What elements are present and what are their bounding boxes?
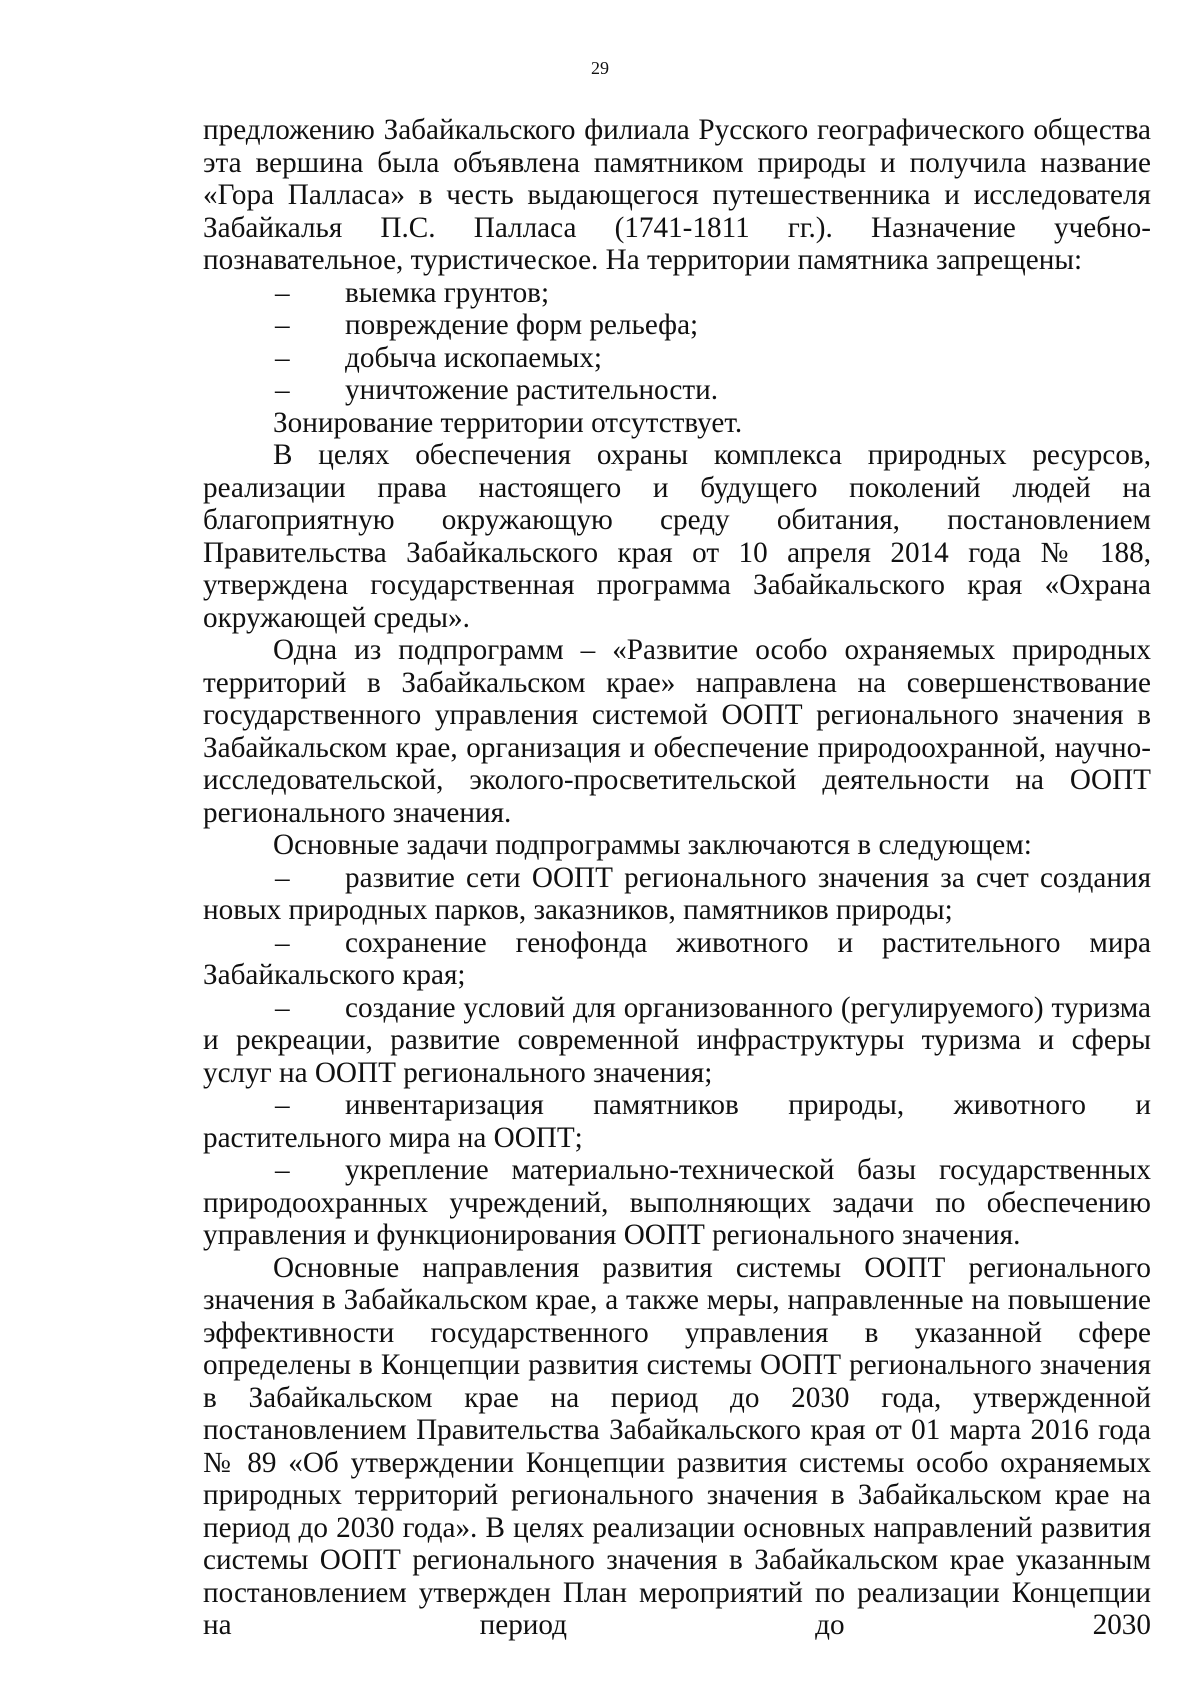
paragraph: Зонирование территории отсутствует. [273,406,743,439]
paragraph: Одна из подпрограмм – «Развитие особо охраняемых природных территорий в Забайкальском крае» направлена на совершенствование государственного управления системой ООПТ регионального значения в Забайкальском крае, организация и обеспечение природоохранной, научно-исследовательской, эколого-просветительской деятельности на ООПТ регионального значения. [203,634,1151,829]
dash-marker: – [275,276,290,309]
task-list-item [203,862,1151,927]
paragraph: В целях обеспечения охраны комплекса природных ресурсов, реализации права настоящего и будущего поколений людей на благоприятную окружающую среду обитания, постановлением Правительства Забайкальского края от 10 апреля 2014 года № 188, утверждена государственная программа Забайкальского края «Охрана окружающей среды». [203,439,1151,634]
dash-marker: – [275,1089,290,1121]
dash-marker: – [275,1154,290,1186]
task-list-item-text: укрепление материально-технической базы государственных природоохранных учреждений, выполняющих задачи по обеспечению управления и функционирования ООПТ регионального значения. [203,1154,1151,1251]
task-list-item [203,1154,1151,1252]
dash-marker: – [275,861,290,894]
task-list-item-text: создание условий для организованного (регулируемого) туризма и рекреации, развитие современной инфраструктуры туризма и сферы услуг на ООПТ регионального значения; [203,991,1151,1089]
list-item-text: уничтожение растительности. [345,374,719,406]
body-text [203,114,1151,1642]
dash-marker: – [275,341,290,374]
dash-marker: – [275,374,290,406]
task-list-item-text: инвентаризация памятников природы, животного и растительного мира на ООПТ; [203,1089,1151,1154]
paragraph: Основные задачи подпрограммы заключаются в следующем: [273,829,1032,861]
list-item [203,374,1151,407]
task-list-item [203,1089,1151,1154]
list-item-text: повреждение форм рельефа; [345,309,699,341]
dash-marker: – [275,309,290,341]
task-list-item-text: развитие сети ООПТ регионального значения за счет создания новых природных парков, заказников, памятников природы; [203,861,1151,926]
task-list-item-text: сохранение генофонда животного и растительного мира Забайкальского края; [203,926,1151,991]
list-item [203,309,1151,342]
dash-marker: – [275,926,290,959]
list-item [203,342,1151,375]
list-item [203,277,1151,310]
list-item-text: добыча ископаемых; [345,341,603,374]
dash-marker: – [275,991,290,1024]
page-number: 29 [591,58,609,78]
task-list-item [203,992,1151,1090]
list-item-text: выемка грунтов; [345,276,550,309]
task-list-item [203,927,1151,992]
paragraph: Основные направления развития системы ООПТ регионального значения в Забайкальском крае, а также меры, направленные на повышение эффективности государственного управления в указанной сфере определены в Концепции развития системы ООПТ регионального значения в Забайкальском крае на период до 2030 года, утвержденной постановлением Правительства Забайкальского края от 01 марта 2016 года № 89 «Об утверждении Концепции развития системы особо охраняемых природных территорий регионального значения в Забайкальском крае на период до 2030 года». В целях реализации основных направлений развития системы ООПТ регионального значения в Забайкальском крае указанным постановлением утвержден План мероприятий по реализации Концепции на период до 2030 [203,1251,1151,1641]
paragraph: предложению Забайкальского филиала Русского географического общества эта вершина была объявлена памятником природы и получила название «Гора Палласа» в честь выдающегося путешественника и исследователя Забайкалья П.С. Палласа (1741-1811 гг.). Назначение учебно-познавательное, туристическое. На территории памятника запрещены: [203,114,1151,276]
